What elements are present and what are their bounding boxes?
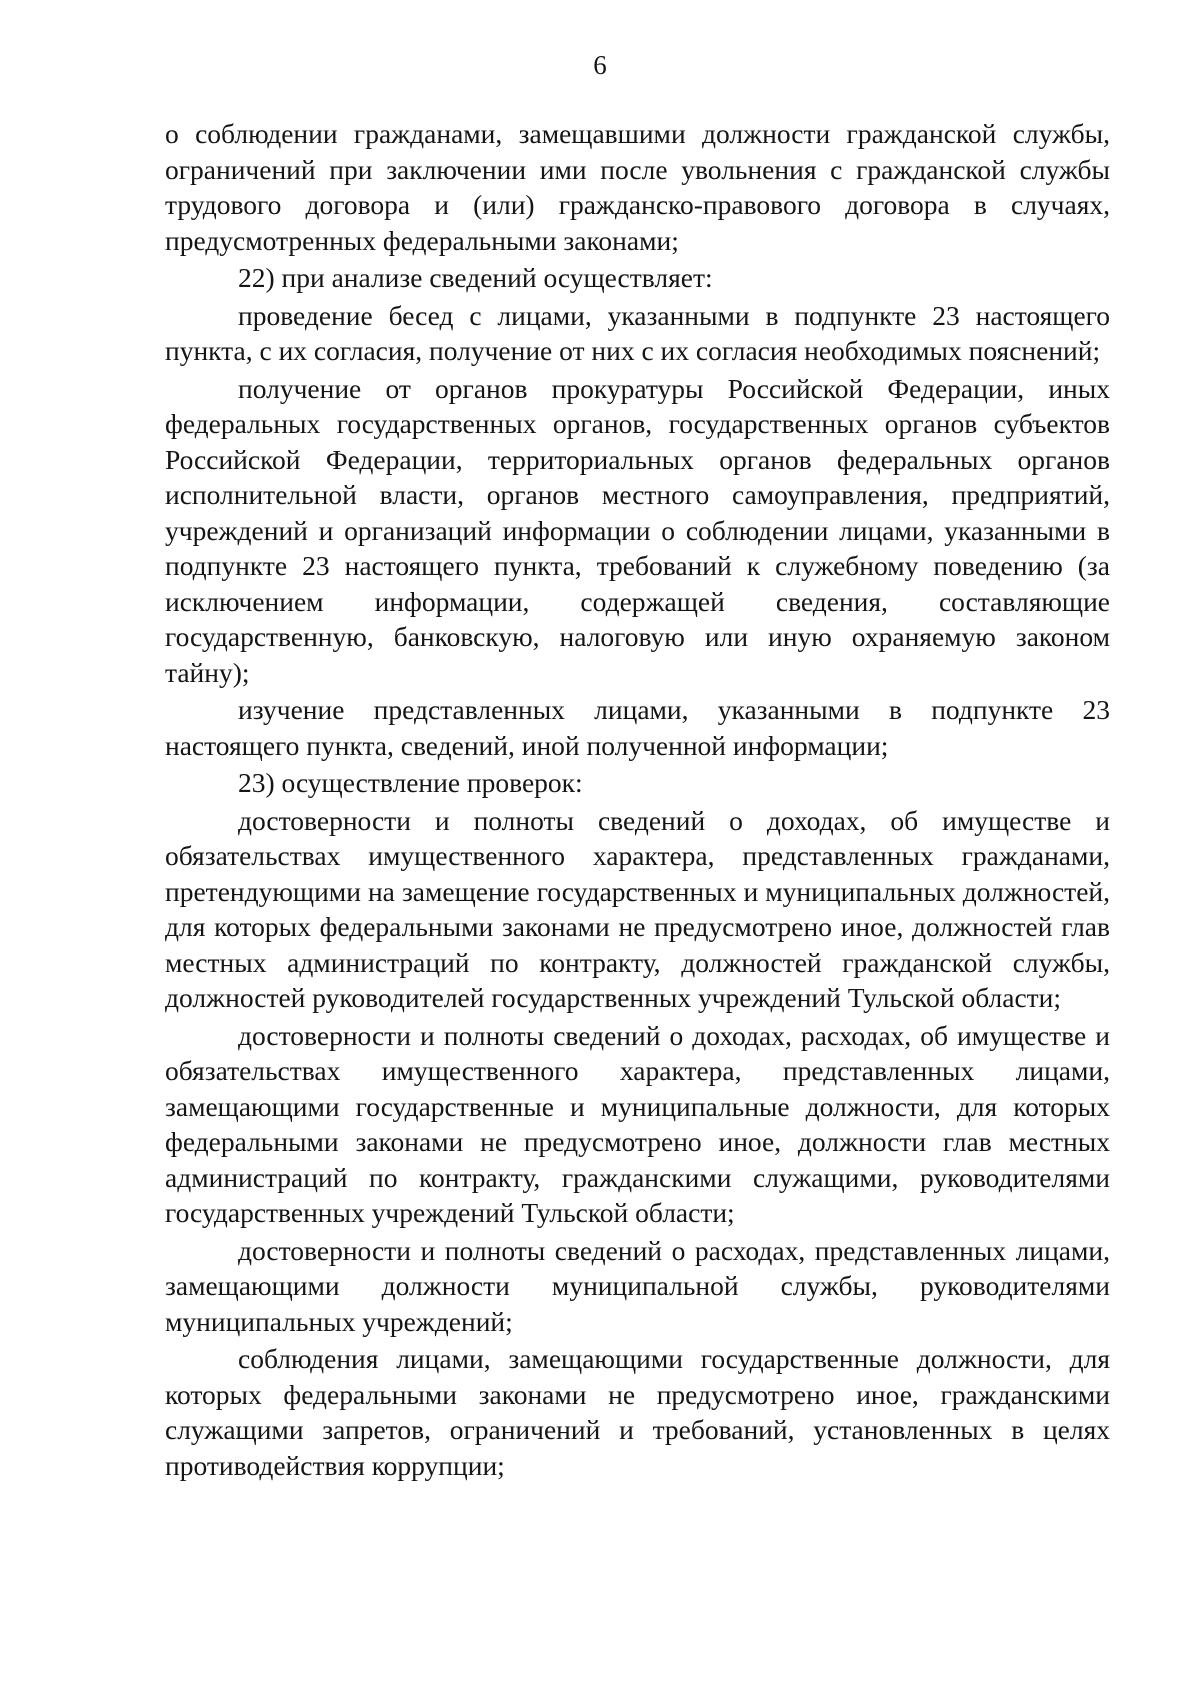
paragraph-item-23: 23) осуществление проверок: xyxy=(238,767,583,798)
paragraph-civil-service-restrictions: о соблюдении гражданами, замещавшими должности гражданской службы, ограничений при заключении ими после увольнения с гражданской службы трудового договора и (или) гражданско-правового договора в случаях, предусмотренных федеральными законами; xyxy=(165,118,1110,256)
paragraph-item-22: 22) при анализе сведений осуществляет: xyxy=(238,262,713,293)
paragraph-anticorruption-compliance: соблюдения лицами, замещающими государственные должности, для которых федеральными законами не предусмотрено иное, гражданскими служащими запретов, ограничений и требований, установленных в целях противодействия коррупции; xyxy=(165,1343,1110,1481)
document-body xyxy=(165,116,1110,1485)
paragraph-check-officials: достоверности и полноты сведений о доходах, расходах, об имуществе и обязательствах имущественного характера, представленных лицами, замещающими государственные и муниципальные должности, для которых федеральными законами не предусмотрено иное, должности глав местных администраций по контракту, гражданскими служащими, руководителями государственных учреждений Тульской области; xyxy=(165,1019,1110,1228)
paragraph-conversations: проведение бесед с лицами, указанными в подпункте 23 настоящего пункта, с их согласия, получение от них с их согласия необходимых пояснений; xyxy=(165,299,1110,366)
page-number: 6 xyxy=(593,50,607,80)
paragraph-information-requests: получение от органов прокуратуры Российской Федерации, иных федеральных государственных органов, государственных органов субъектов Российской Федерации, территориальных органов федеральных органов исполнительной власти, органов местного самоуправления, предприятий, учреждений и организаций информации о соблюдении лицами, указанными в подпункте 23 настоящего пункта, требований к служебному поведению (за исключением информации, содержащей сведения, составляющие государственную, банковскую, налоговую или иную охраняемую законом тайну); xyxy=(165,372,1110,688)
paragraph-check-applicants: достоверности и полноты сведений о доходах, об имуществе и обязательствах имущественного характера, представленных гражданами, претендующими на замещение государственных и муниципальных должностей, для которых федеральными законами не предусмотрено иное, должностей глав местных администраций по контракту, должностей гражданской службы, должностей руководителей государственных учреждений Тульской области; xyxy=(165,804,1110,1013)
paragraph-study-of-information: изучение представленных лицами, указанными в подпункте 23 настоящего пункта, сведений, иной полученной информации; xyxy=(165,694,1110,761)
paragraph-check-municipal-expenses: достоверности и полноты сведений о расходах, представленных лицами, замещающими должности муниципальной службы, руководителями муниципальных учреждений; xyxy=(165,1234,1110,1337)
